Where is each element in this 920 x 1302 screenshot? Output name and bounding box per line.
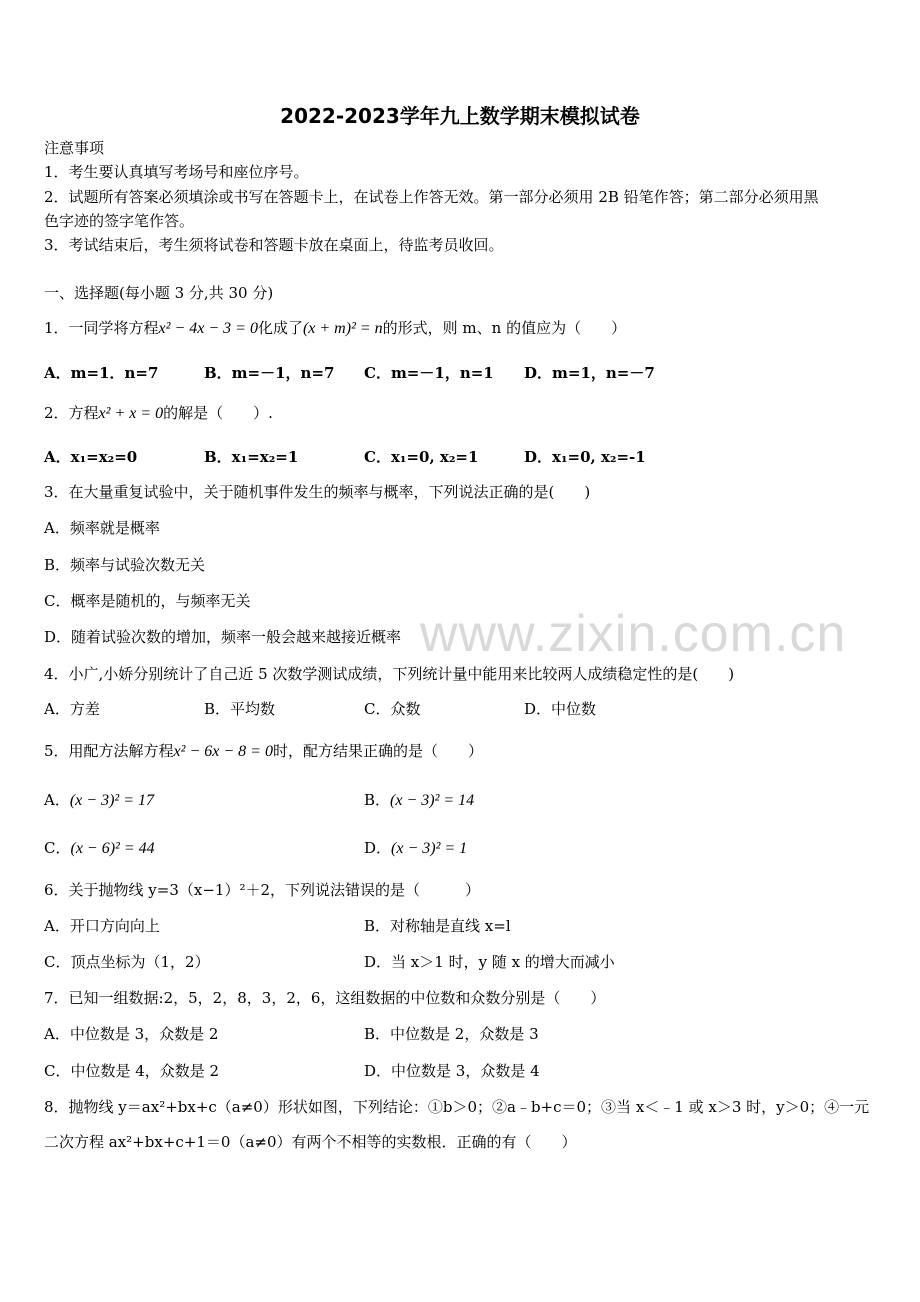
- q6-option-b: B．对称轴是直线 x=l: [364, 917, 511, 935]
- q7-option-d: D．中位数是 3，众数是 4: [364, 1062, 540, 1080]
- q1-option-c: C．m=－1，n=1: [364, 364, 494, 382]
- question-6-stem: 6．关于抛物线 y=3（x−1）²＋2，下列说法错误的是（ ）: [44, 881, 481, 899]
- notes-heading: 注意事项: [44, 139, 105, 157]
- q3-option-a: A．频率就是概率: [44, 519, 160, 537]
- q1-option-a: A．m=1．n=7: [44, 364, 159, 382]
- question-7-stem: 7．已知一组数据:2，5，2，8，3，2，6，这组数据的中位数和众数分别是（ ）: [44, 989, 606, 1007]
- note-3: 3．考试结束后，考生须将试卷和答题卡放在桌面上，待监考员收回。: [44, 236, 504, 254]
- equation: x² − 6x − 8 = 0: [173, 743, 273, 760]
- q1-option-b: B．m=－1，n=7: [204, 364, 335, 382]
- question-5-stem: 5．用配方法解方程x² − 6x − 8 = 0时，配方结果正确的是（ ）: [44, 742, 483, 760]
- q2-option-d: D．x₁=0, x₂=-1: [524, 448, 646, 466]
- q5-option-d: D．(x − 3)² = 1: [364, 839, 468, 857]
- q3-option-d: D．随着试验次数的增加，频率一般会越来越接近概率: [44, 628, 402, 646]
- q4-option-c: C．众数: [364, 700, 421, 718]
- question-8-stem-line1: 8．抛物线 y＝ax²+bx+c（a≠0）形状如图，下列结论：①b＞0；②a﹣b+c＝0；③当 x＜﹣1 或 x＞3 时，y＞0；④一元: [44, 1098, 870, 1116]
- q5-option-a: A．(x − 3)² = 17: [44, 791, 154, 809]
- question-3-stem: 3．在大量重复试验中，关于随机事件发生的频率与概率，下列说法正确的是( ): [44, 483, 591, 501]
- note-2a: 2．试题所有答案必须填涂或书写在答题卡上，在试卷上作答无效。第一部分必须用 2B 铅笔作答；第二部分必须用黑: [44, 188, 819, 206]
- equation: (x − 3)² = 1: [391, 840, 468, 857]
- question-4-stem: 4．小广,小娇分别统计了自己近 5 次数学测试成绩，下列统计量中能用来比较两人成绩稳定性的是( ): [44, 665, 735, 683]
- watermark: www.zixin.com.cn: [420, 605, 847, 663]
- q3-option-b: B．频率与试验次数无关: [44, 556, 206, 574]
- q4-option-d: D．中位数: [524, 700, 597, 718]
- section-heading: 一、选择题(每小题 3 分,共 30 分): [44, 284, 274, 302]
- equation: x² + x = 0: [98, 405, 164, 422]
- q7-option-b: B．中位数是 2，众数是 3: [364, 1025, 539, 1043]
- q1-option-d: D．m=1，n=－7: [524, 364, 655, 382]
- q4-option-b: B．平均数: [204, 700, 276, 718]
- equation: (x − 3)² = 17: [69, 792, 154, 809]
- question-8-stem-line2: 二次方程 ax²+bx+c+1＝0（a≠0）有两个不相等的实数根．正确的有（ ）: [44, 1133, 577, 1151]
- q3-option-c: C．概率是随机的，与频率无关: [44, 592, 251, 610]
- equation: (x − 6)² = 44: [70, 840, 155, 857]
- q2-option-c: C．x₁=0, x₂=1: [364, 448, 479, 466]
- equation: (x + m)² = n: [302, 320, 383, 337]
- q6-option-d: D．当 x＞1 时，y 随 x 的增大而减小: [364, 953, 615, 971]
- q7-option-a: A．中位数是 3，众数是 2: [44, 1025, 219, 1043]
- q4-option-a: A．方差: [44, 700, 100, 718]
- q2-option-a: A．x₁=x₂=0: [44, 448, 138, 466]
- q5-option-b: B．(x − 3)² = 14: [364, 791, 475, 809]
- q6-option-a: A．开口方向向上: [44, 917, 160, 935]
- question-1-stem: 1．一同学将方程x² − 4x − 3 = 0化成了(x + m)² = n的形式，则 m、n 的值应为（ ）: [44, 319, 627, 337]
- question-2-stem: 2．方程x² + x = 0的解是（ ）.: [44, 404, 273, 422]
- q2-option-b: B．x₁=x₂=1: [204, 448, 299, 466]
- note-1: 1．考生要认真填写考场号和座位序号。: [44, 163, 309, 181]
- note-2b: 色字迹的签字笔作答。: [44, 212, 195, 230]
- q6-option-c: C．顶点坐标为（1，2）: [44, 953, 210, 971]
- equation: (x − 3)² = 14: [390, 792, 475, 809]
- q7-option-c: C．中位数是 4，众数是 2: [44, 1062, 220, 1080]
- page-title: 2022-2023学年九上数学期末模拟试卷: [280, 104, 640, 128]
- q5-option-c: C．(x − 6)² = 44: [44, 839, 155, 857]
- equation: x² − 4x − 3 = 0: [158, 320, 258, 337]
